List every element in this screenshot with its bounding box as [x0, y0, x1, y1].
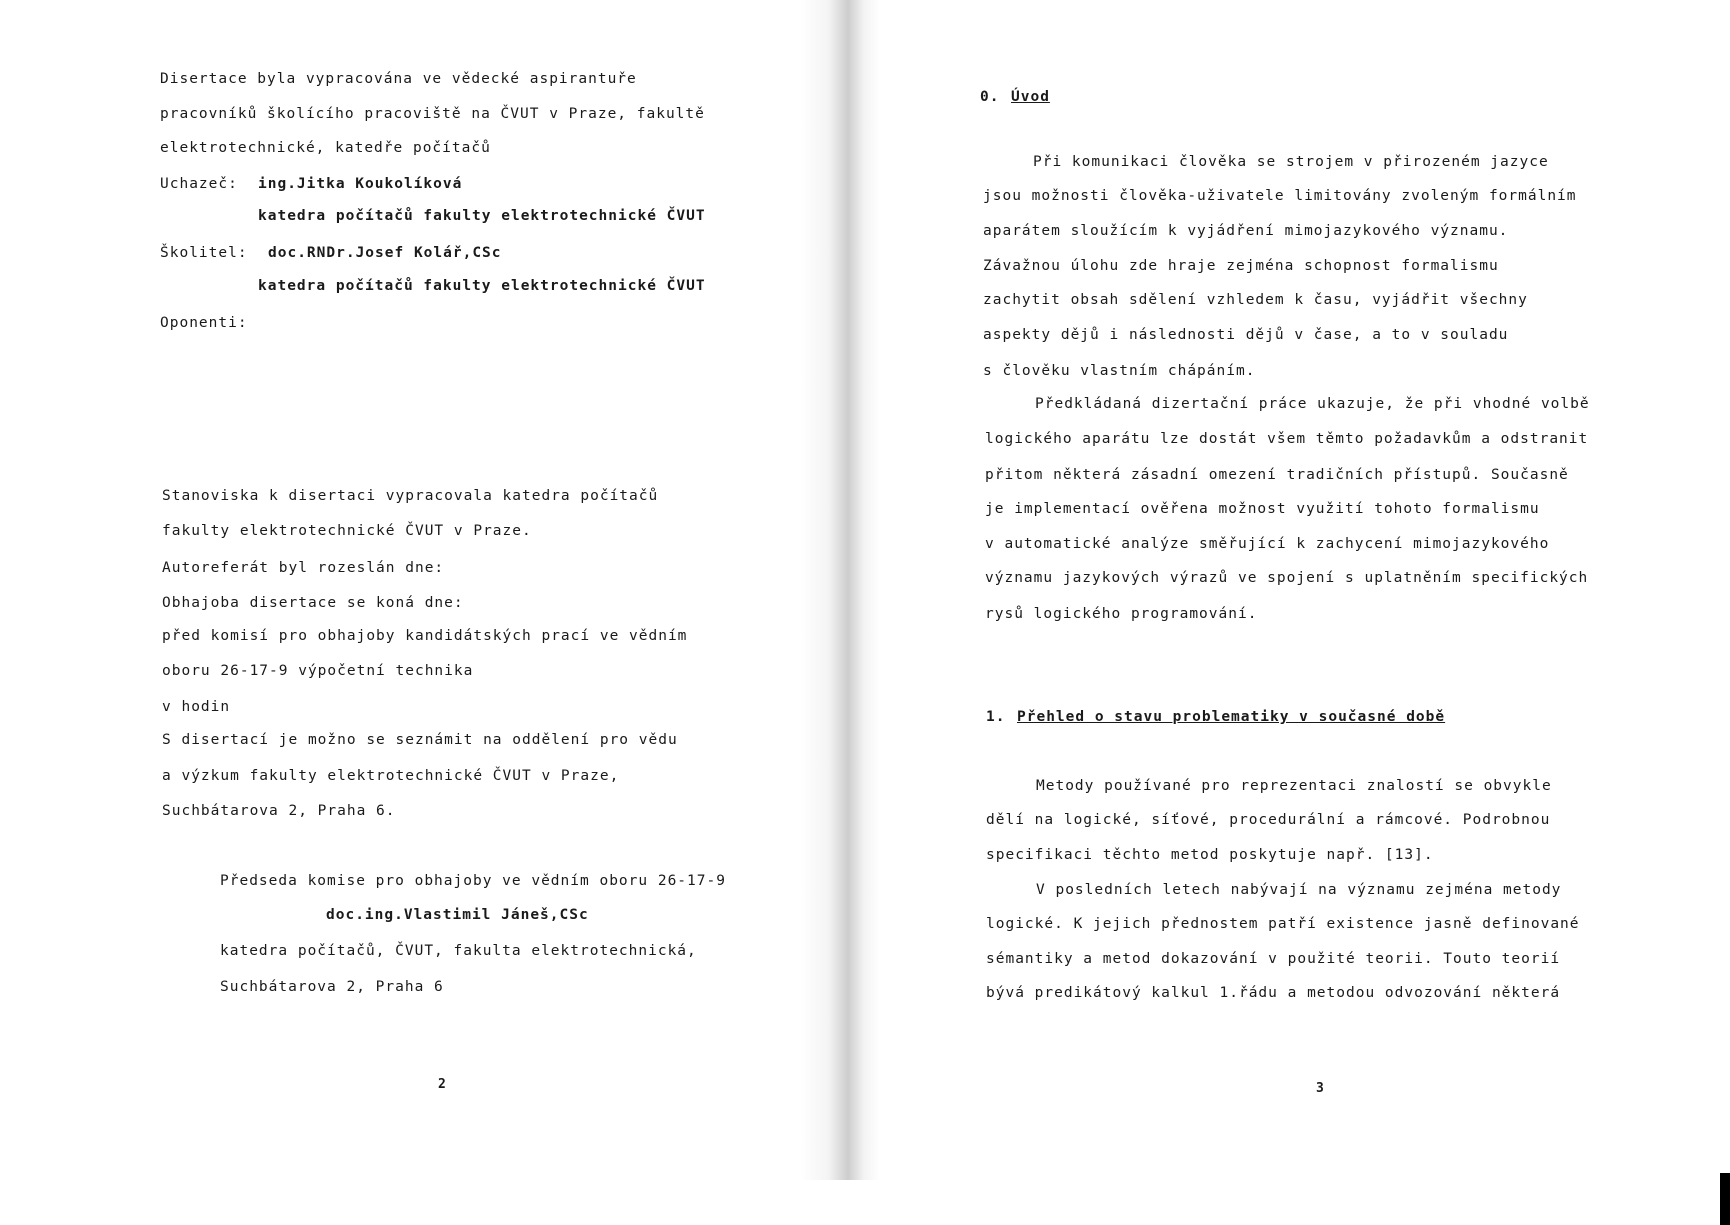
info-line: oboru 26-17-9 výpočetní technika — [162, 663, 474, 679]
paragraph-line: s člověku vlastním chápáním. — [983, 363, 1256, 379]
info-line: Autoreferát byl rozeslán dne: — [162, 560, 445, 576]
page-number: 2 — [438, 1077, 446, 1092]
section-0-number: 0. — [980, 89, 1000, 105]
chair-department: katedra počítačů, ČVUT, fakulta elektrotechnická, — [220, 943, 697, 959]
paragraph-line: specifikaci těchto metod poskytuje např. [13]. — [986, 847, 1434, 863]
opponents-label: Oponenti: — [160, 315, 248, 331]
paragraph-line: Při komunikaci člověka se strojem v přirozeném jazyce — [1033, 154, 1549, 170]
right-page — [860, 0, 1730, 1225]
paragraph-line: Závažnou úlohu zde hraje zejména schopnost formalismu — [983, 258, 1499, 274]
candidate-label: Uchazeč: — [160, 176, 238, 192]
paragraph-line: Předkládaná dizertační práce ukazuje, že při vhodné volbě — [1035, 396, 1590, 412]
paragraph-line: přitom některá zásadní omezení tradičních přístupů. Současně — [985, 467, 1569, 483]
info-line: S disertací je možno se seznámit na oddělení pro vědu — [162, 732, 678, 748]
paragraph-line: V posledních letech nabývají na významu zejména metody — [1036, 882, 1562, 898]
paragraph-line: sémantiky a metod dokazování v použité teorii. Touto teorií — [986, 951, 1561, 967]
left-page — [0, 0, 860, 1225]
paragraph-line: jsou možnosti člověka-uživatele limitovány zvoleným formálním — [983, 188, 1577, 204]
paragraph-line: aparátem sloužícím k vyjádření mimojazykového významu. — [983, 223, 1509, 239]
info-line: Stanoviska k disertaci vypracovala katedra počítačů — [162, 488, 659, 504]
candidate-department: katedra počítačů fakulty elektrotechnické ČVUT — [258, 208, 706, 224]
paragraph-line: zachytit obsah sdělení vzhledem k času, vyjádřit všechny — [983, 292, 1528, 308]
section-0-title: Úvod — [1011, 89, 1050, 105]
chair-line: Předseda komise pro obhajoby ve vědním oboru 26-17-9 — [220, 873, 726, 889]
info-line: Suchbátarova 2, Praha 6. — [162, 803, 396, 819]
info-line: Obhajoba disertace se koná dne: — [162, 595, 464, 611]
chair-name: doc.ing.Vlastimil Jáneš,CSc — [326, 907, 589, 923]
info-line: před komisí pro obhajoby kandidátských prací ve vědním — [162, 628, 688, 644]
paragraph-line: rysů logického programování. — [985, 606, 1258, 622]
chair-address: Suchbátarova 2, Praha 6 — [220, 979, 444, 995]
supervisor-department: katedra počítačů fakulty elektrotechnické ČVUT — [258, 278, 706, 294]
supervisor-name: doc.RNDr.Josef Kolář,CSc — [268, 245, 502, 261]
info-line: a výzkum fakulty elektrotechnické ČVUT v Praze, — [162, 768, 620, 784]
info-line: fakulty elektrotechnické ČVUT v Praze. — [162, 523, 532, 539]
paragraph-line: významu jazykových výrazů ve spojení s uplatněním specifických — [985, 570, 1589, 586]
section-1-title: Přehled o stavu problematiky v současné době — [1017, 709, 1446, 725]
intro-line: elektrotechnické, katedře počítačů — [160, 140, 491, 156]
intro-line: Disertace byla vypracována ve vědecké aspirantuře — [160, 71, 637, 87]
supervisor-label: Školitel: — [160, 245, 248, 261]
intro-line: pracovníků školícího pracoviště na ČVUT v Praze, fakultě — [160, 106, 705, 122]
paragraph-line: logické. K jejich přednostem patří existence jasně definované — [986, 916, 1580, 932]
paragraph-line: logického aparátu lze dostát všem těmto požadavkům a odstranit — [985, 431, 1589, 447]
page-number: 3 — [1316, 1081, 1324, 1096]
paragraph-line: Metody používané pro reprezentaci znalostí se obvykle — [1036, 778, 1552, 794]
paragraph-line: aspekty dějů i následnosti dějů v čase, a to v souladu — [983, 327, 1509, 343]
paragraph-line: je implementací ověřena možnost využití tohoto formalismu — [985, 501, 1540, 517]
candidate-name: ing.Jitka Koukolíková — [258, 176, 463, 192]
section-1-number: 1. — [986, 709, 1006, 725]
info-line: v hodin — [162, 699, 231, 715]
paragraph-line: bývá predikátový kalkul 1.řádu a metodou odvozování některá — [986, 985, 1561, 1001]
paragraph-line: dělí na logické, síťové, procedurální a rámcové. Podrobnou — [986, 812, 1551, 828]
paragraph-line: v automatické analýze směřující k zachycení mimojazykového — [985, 536, 1550, 552]
